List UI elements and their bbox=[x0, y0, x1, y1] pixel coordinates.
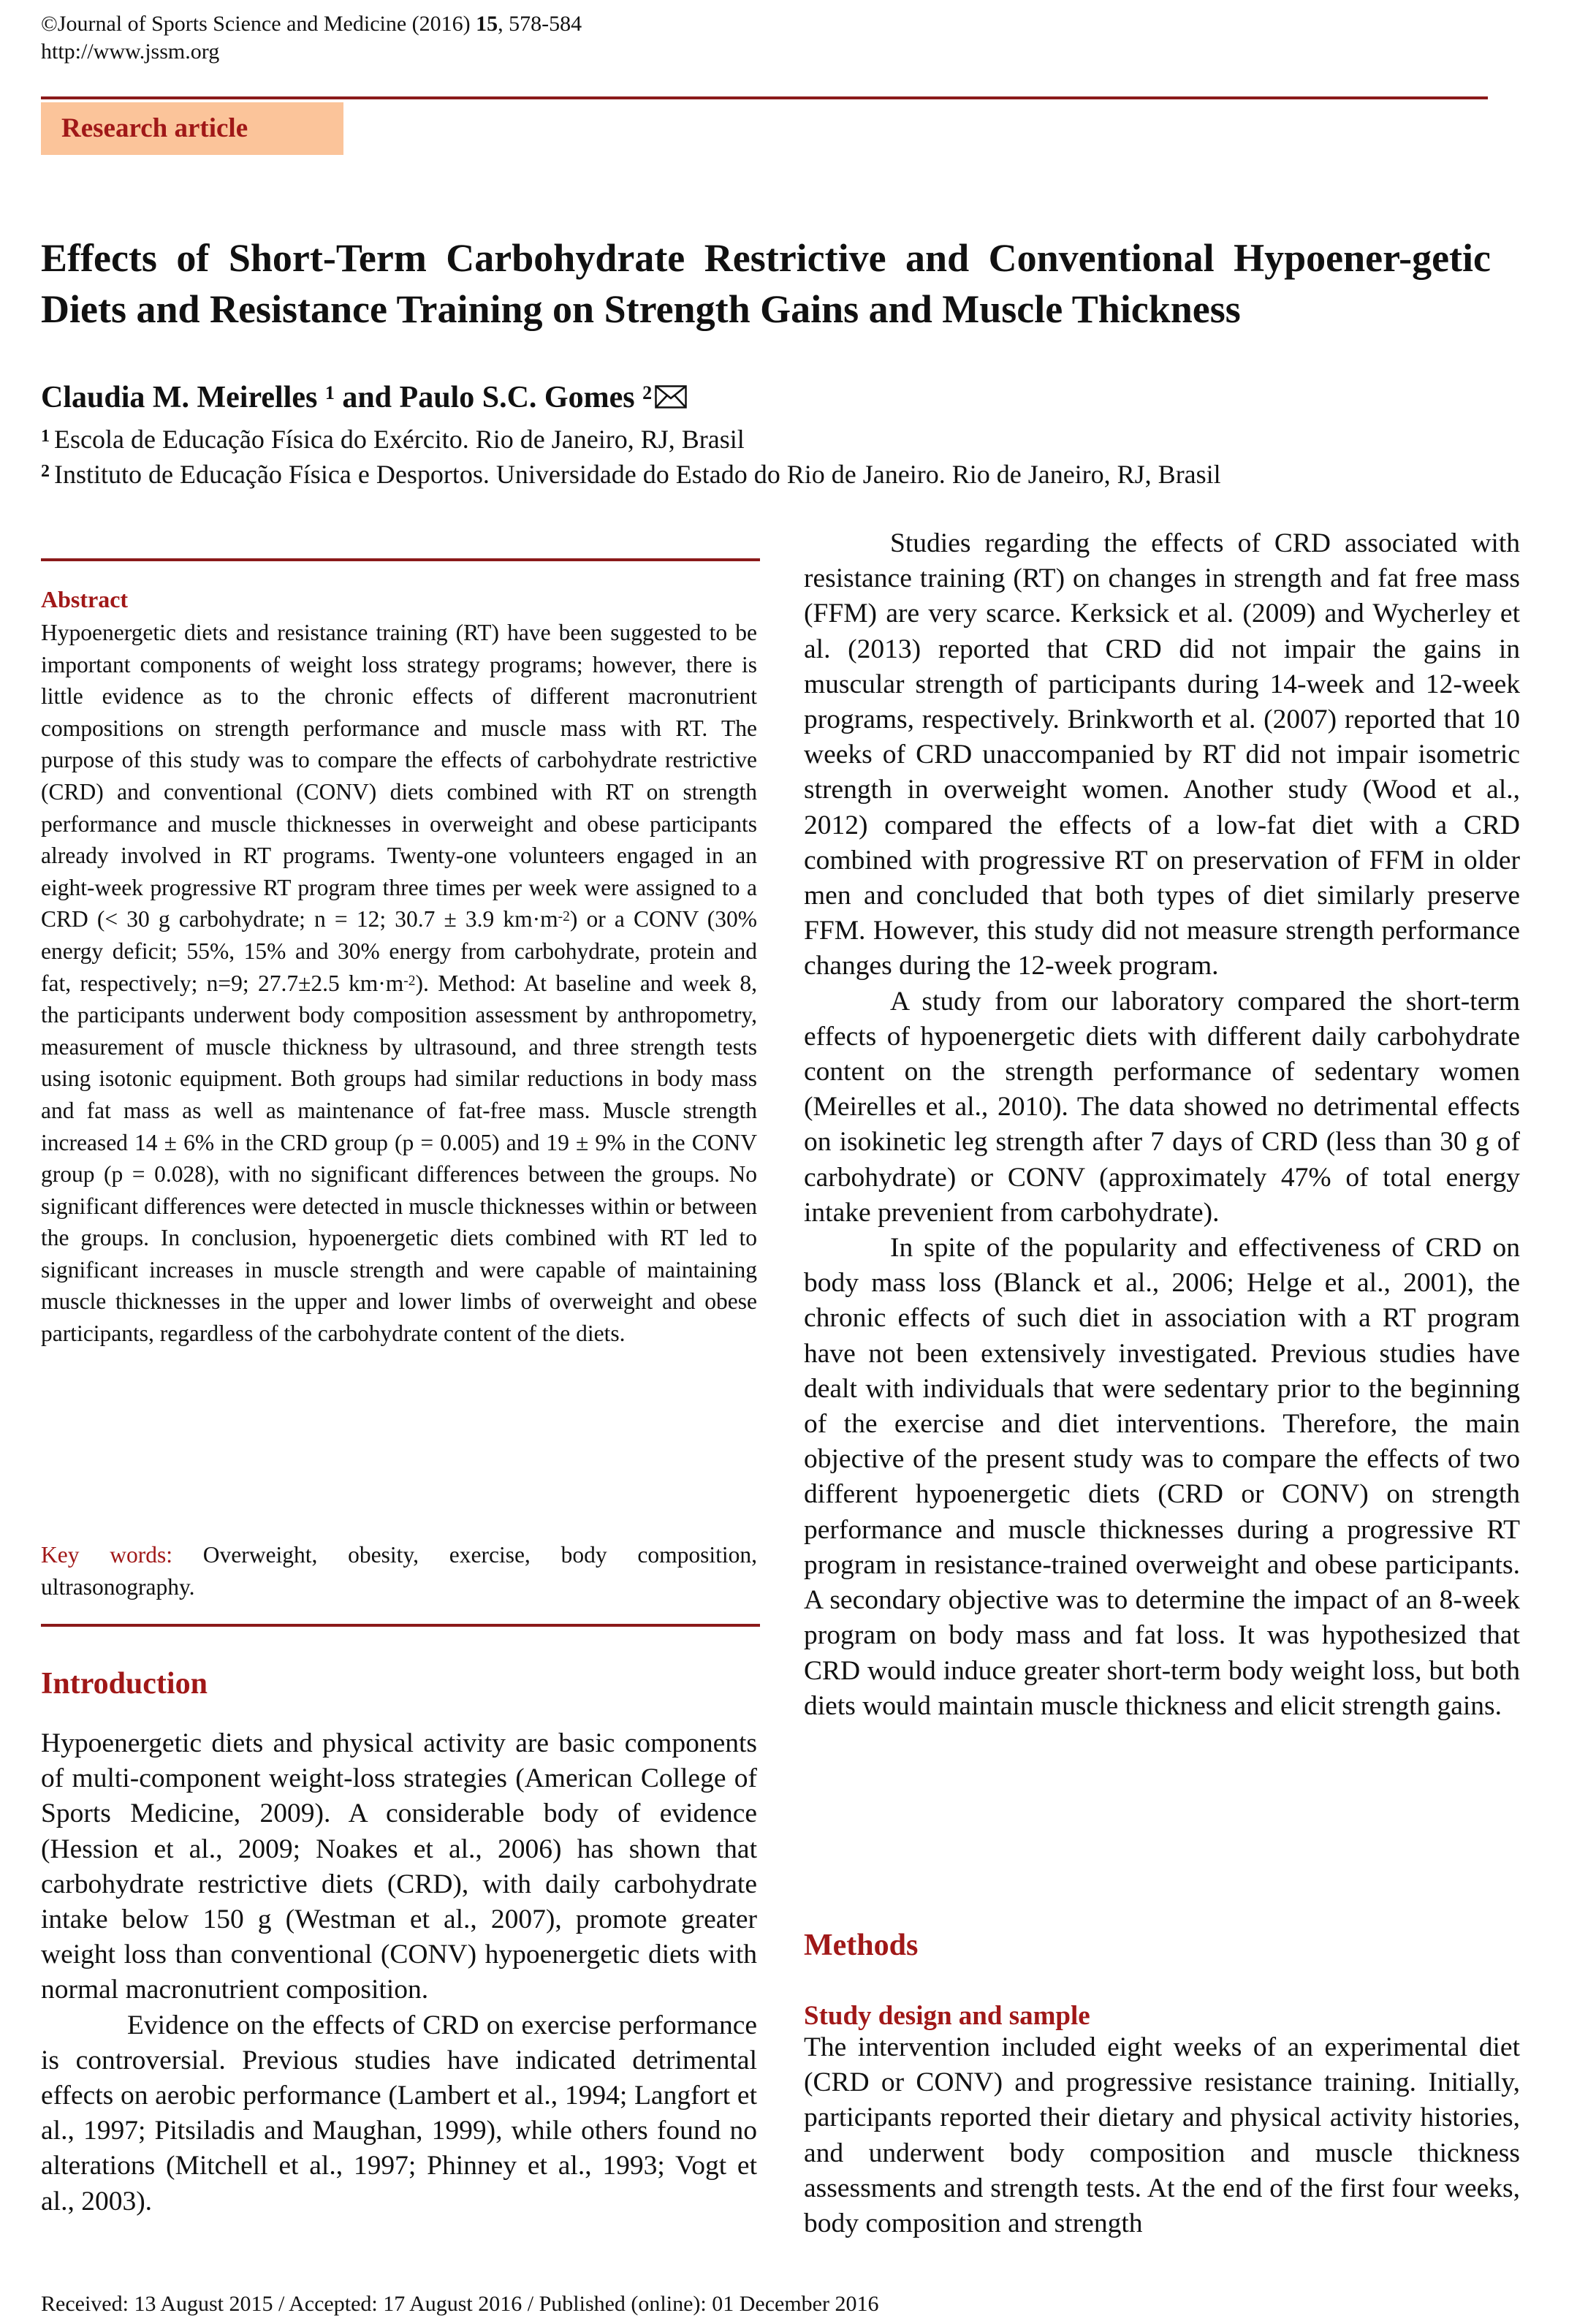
journal-prefix: ©Journal of Sports Science and Medicine (2016) bbox=[41, 12, 476, 36]
methods-heading: Methods bbox=[804, 1929, 919, 1962]
abstract-top-rule bbox=[41, 558, 760, 561]
journal-pages: , 578-584 bbox=[498, 12, 582, 36]
affiliation-1-text: Escola de Educação Física do Exército. Rio de Janeiro, RJ, Brasil bbox=[54, 425, 745, 454]
introduction-paragraph-2: Evidence on the effects of CRD on exercise performance is controversial. Previous studies have indicated detrimental effects on aerobic performance (Lambert et al., 1994; Langfort et al., 1997; Pitsiladis and Maughan, 1999), while others found no alterations (Mitchell et al., 1997; Phinney et al., 1993; Vogt et al., 2003). bbox=[41, 2010, 757, 2216]
abstract-part-2: ) or a CONV (30% energy deficit; 55%, 15% and 30% energy from carbohydrate, protein and fat, respectively; n=9; 27.7±2.5 km·m bbox=[41, 906, 757, 996]
journal-url[interactable]: http://www.jssm.org bbox=[41, 39, 220, 64]
journal-citation bbox=[41, 10, 582, 38]
keywords bbox=[41, 1539, 757, 1603]
abstract-superscript-1: -2 bbox=[558, 909, 570, 925]
abstract-text bbox=[41, 617, 757, 1350]
introduction-text bbox=[41, 1726, 757, 2219]
right-paragraph-3: In spite of the popularity and effectiveness of CRD on body mass loss (Blanck et al., 2006; Helge et al., 2001), the chronic effects of such diet in association with a RT program have not been extensively investigated. Previous studies have dealt with individuals that were sedentary prior to the beginning of the exercise and diet interventions. Therefore, the main objective of the present study was to compare the effects of two different hypoenergetic diets (CRD or CONV) on strength performance and muscle thicknesses during a progressive RT program in resistance-trained overweight and obese participants. A secondary objective was to determine the impact of an 8-week program on body mass and fat loss. It was hypothesized that CRD would induce greater short-term body weight loss, but both diets would maintain muscle thickness and elicit strength gains. bbox=[804, 1233, 1520, 1721]
abstract-heading: Abstract bbox=[41, 586, 129, 612]
affiliation-1-mark: 1 bbox=[41, 427, 50, 446]
keywords-text: Overweight, obesity, exercise, body composition, ultrasonography. bbox=[41, 1542, 757, 1600]
author-2: and Paulo S.C. Gomes bbox=[334, 381, 643, 414]
right-paragraph-2: A study from our laboratory compared the short-term effects of hypoenergetic diets with different daily carbohydrate content on the strength performance of sedentary women (Meirelles et al., 2010). The data showed no detrimental effects on isokinetic leg strength after 7 days of CRD (less than 30 g of carbohydrate) or CONV (approximately 47% of total energy intake prevenient from carbohydrate). bbox=[804, 986, 1520, 1228]
author-line bbox=[41, 377, 687, 418]
author-2-affiliation-mark: 2 bbox=[642, 382, 653, 403]
introduction-heading: Introduction bbox=[41, 1667, 208, 1701]
affiliation-2-text: Instituto de Educação Física e Desportos. Universidade do Estado do Rio de Janeiro. Rio de Janeiro, RJ, Brasil bbox=[54, 460, 1221, 489]
affiliation-2 bbox=[41, 457, 1221, 491]
article-title: Effects of Short-Term Carbohydrate Restrictive and Conventional Hypoener-getic Diets and Resistance Training on Strength Gains and Muscle Thickness bbox=[41, 236, 1491, 331]
publication-dates: Received: 13 August 2015 / Accepted: 17 August 2016 / Published (online): 01 December 2016 bbox=[41, 2292, 879, 2316]
methods-text bbox=[804, 2030, 1520, 2241]
keywords-label: Key words: bbox=[41, 1542, 173, 1568]
study-design-subheading: Study design and sample bbox=[804, 2001, 1090, 2031]
journal-volume: 15 bbox=[476, 12, 498, 36]
right-column-text bbox=[804, 526, 1520, 1724]
author-1: Claudia M. Meirelles bbox=[41, 381, 325, 414]
author-1-affiliation-mark: 1 bbox=[324, 382, 335, 403]
abstract-part-3: ). Method: At baseline and week 8, the participants underwent body composition assessment by anthropometry, measurement of muscle thickness by ultrasound, and three strength tests using isotonic equipment. Both groups had similar reductions in body mass and fat mass as well as maintenance of fat-free mass. Muscle strength increased 14 ± 6% in the CRD group (p = 0.005) and 19 ± 9% in the CONV group (p = 0.028), with no significant differences between the groups. No significant differences were detected in muscle thicknesses within or between the groups. In conclusion, hypoenergetic diets combined with RT led to significant increases in muscle strength and were capable of maintaining muscle thicknesses in the upper and lower limbs of overweight and obese participants, regardless of the carbohydrate content of the diets. bbox=[41, 970, 757, 1347]
affiliation-1 bbox=[41, 422, 745, 456]
article-type-tag: Research article bbox=[41, 102, 343, 155]
right-paragraph-1: Studies regarding the effects of CRD associated with resistance training (RT) on changes in strength and fat free mass (FFM) are very scarce. Kerksick et al. (2009) and Wycherley et al. (2013) reported that CRD did not impair the gains in muscular strength of participants during 14-week and 12-week programs, respectively. Brinkworth et al. (2007) reported that 10 weeks of CRD unaccompanied by RT did not impair isometric strength in overweight women. Another study (Wood et al., 2012) compared the effects of a low-fat diet with a CRD combined with progressive RT on preservation of FFM in older men and concluded that both types of diet similarly preserve FFM. However, this study did not measure strength performance changes during the 12-week program. bbox=[804, 528, 1520, 981]
abstract-bottom-rule bbox=[41, 1624, 760, 1627]
abstract-part-1: Hypoenergetic diets and resistance training (RT) have been suggested to be important components of weight loss strategy programs; however, there is little evidence as to the chronic effects of different macronutrient compositions on strength performance and muscle mass with RT. The purpose of this study was to compare the effects of carbohydrate restrictive (CRD) and conventional (CONV) diets combined with RT on strength performance and muscle thicknesses in overweight and obese participants already involved in RT programs. Twenty-one volunteers engaged in an eight-week progressive RT program three times per week were assigned to a CRD (< 30 g carbohydrate; n = 12; 30.7 ± 3.9 km·m bbox=[41, 620, 757, 932]
affiliation-2-mark: 2 bbox=[41, 462, 50, 481]
envelope-icon[interactable] bbox=[655, 385, 687, 409]
abstract-superscript-2: -2 bbox=[403, 973, 416, 989]
introduction-paragraph-1: Hypoenergetic diets and physical activity are basic components of multi-component weight-loss strategies (American College of Sports Medicine, 2009). A considerable body of evidence (Hession et al., 2009; Noakes et al., 2006) has shown that carbohydrate restrictive diets (CRD), with daily carbohydrate intake below 150 g (Westman et al., 2007), promote greater weight loss than conventional (CONV) hypoenergetic diets with normal macronutrient composition. bbox=[41, 1728, 757, 2005]
header-rule bbox=[41, 96, 1488, 99]
methods-paragraph-1: The intervention included eight weeks of an experimental diet (CRD or CONV) and progressive resistance training. Initially, participants reported their dietary and physical activity histories, and underwent body composition and muscle thickness assessments and strength tests. At the end of the first four weeks, body composition and strength bbox=[804, 2032, 1520, 2239]
